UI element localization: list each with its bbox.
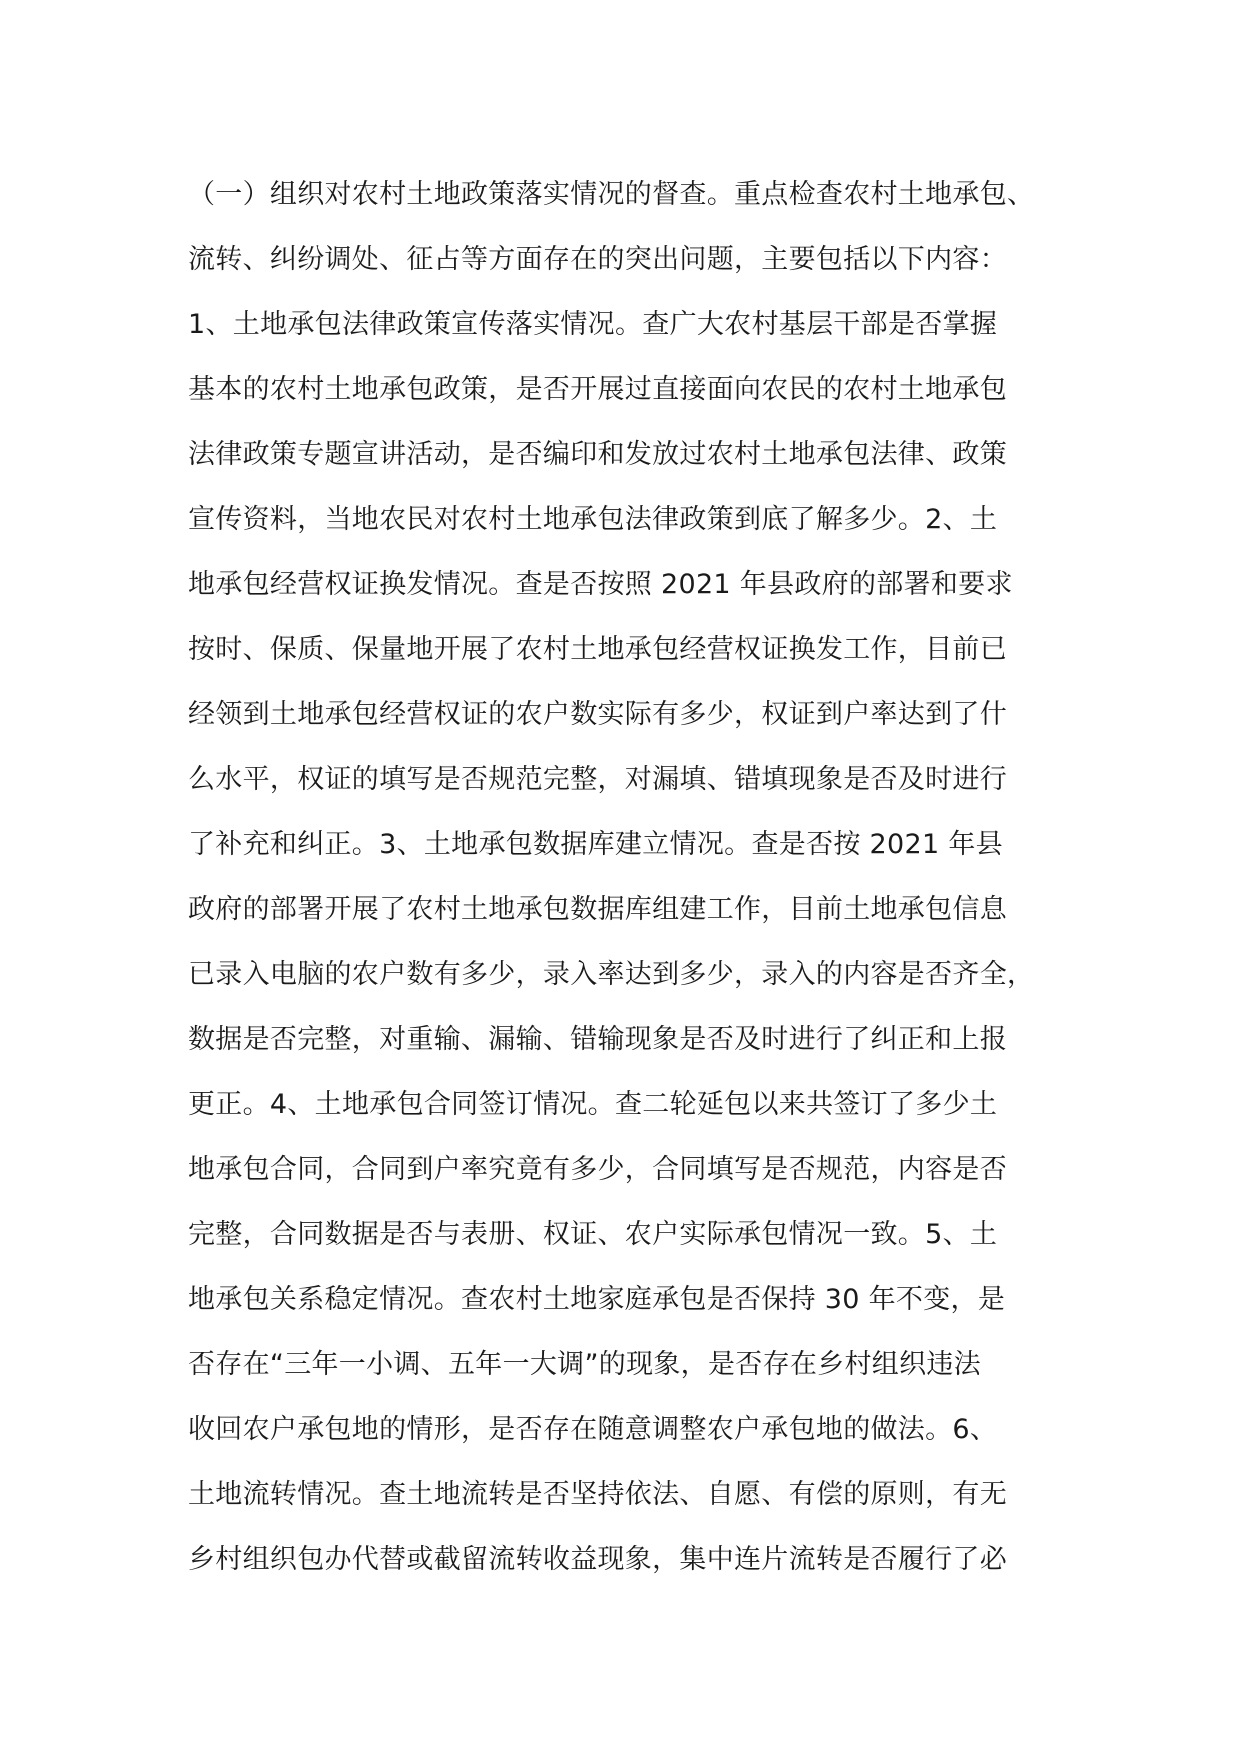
text-line: （一）组织对农村土地政策落实情况的督查。重点检查农村土地承包、 — [188, 179, 1035, 210]
text-line: 地承包合同，合同到户率究竟有多少，合同填写是否规范，内容是否 — [188, 1154, 1007, 1185]
text-line: 经领到土地承包经营权证的农户数实际有多少，权证到户率达到了什 — [188, 699, 1007, 730]
text-line: 流转、纠纷调处、征占等方面存在的突出问题，主要包括以下内容： — [188, 244, 1007, 275]
text-line: 么水平，权证的填写是否规范完整，对漏填、错填现象是否及时进行 — [188, 764, 1007, 795]
text-line: 完整，合同数据是否与表册、权证、农户实际承包情况一致。5、土 — [188, 1219, 998, 1250]
text-line: 土地流转情况。查土地流转是否坚持依法、自愿、有偿的原则，有无 — [188, 1479, 1007, 1510]
body-text — [188, 162, 1068, 1592]
text-line: 政府的部署开展了农村土地承包数据库组建工作，目前土地承包信息 — [188, 894, 1007, 925]
text-line: 法律政策专题宣讲活动，是否编印和发放过农村土地承包法律、政策 — [188, 439, 1007, 470]
text-line: 了补充和纠正。3、土地承包数据库建立情况。查是否按 2021 年县 — [188, 829, 1003, 860]
text-line: 基本的农村土地承包政策，是否开展过直接面向农民的农村土地承包 — [188, 374, 1007, 405]
text-line: 1、土地承包法律政策宣传落实情况。查广大农村基层干部是否掌握 — [188, 309, 998, 340]
text-line: 按时、保质、保量地开展了农村土地承包经营权证换发工作，目前已 — [188, 634, 1007, 665]
text-line: 地承包关系稳定情况。查农村土地家庭承包是否保持 30 年不变，是 — [188, 1284, 1006, 1315]
text-line: 否存在“三年一小调、五年一大调”的现象，是否存在乡村组织违法 — [188, 1349, 981, 1380]
text-line: 乡村组织包办代替或截留流转收益现象，集中连片流转是否履行了必 — [188, 1544, 1007, 1575]
text-line: 宣传资料，当地农民对农村土地承包法律政策到底了解多少。2、土 — [188, 504, 998, 535]
text-line: 已录入电脑的农户数有多少，录入率达到多少，录入的内容是否齐全， — [188, 959, 1035, 990]
text-line: 地承包经营权证换发情况。查是否按照 2021 年县政府的部署和要求 — [188, 569, 1013, 600]
text-line: 更正。4、土地承包合同签订情况。查二轮延包以来共签订了多少土 — [188, 1089, 998, 1120]
text-line: 收回农户承包地的情形，是否存在随意调整农户承包地的做法。6、 — [188, 1414, 998, 1445]
text-line: 数据是否完整，对重输、漏输、错输现象是否及时进行了纠正和上报 — [188, 1024, 1007, 1055]
